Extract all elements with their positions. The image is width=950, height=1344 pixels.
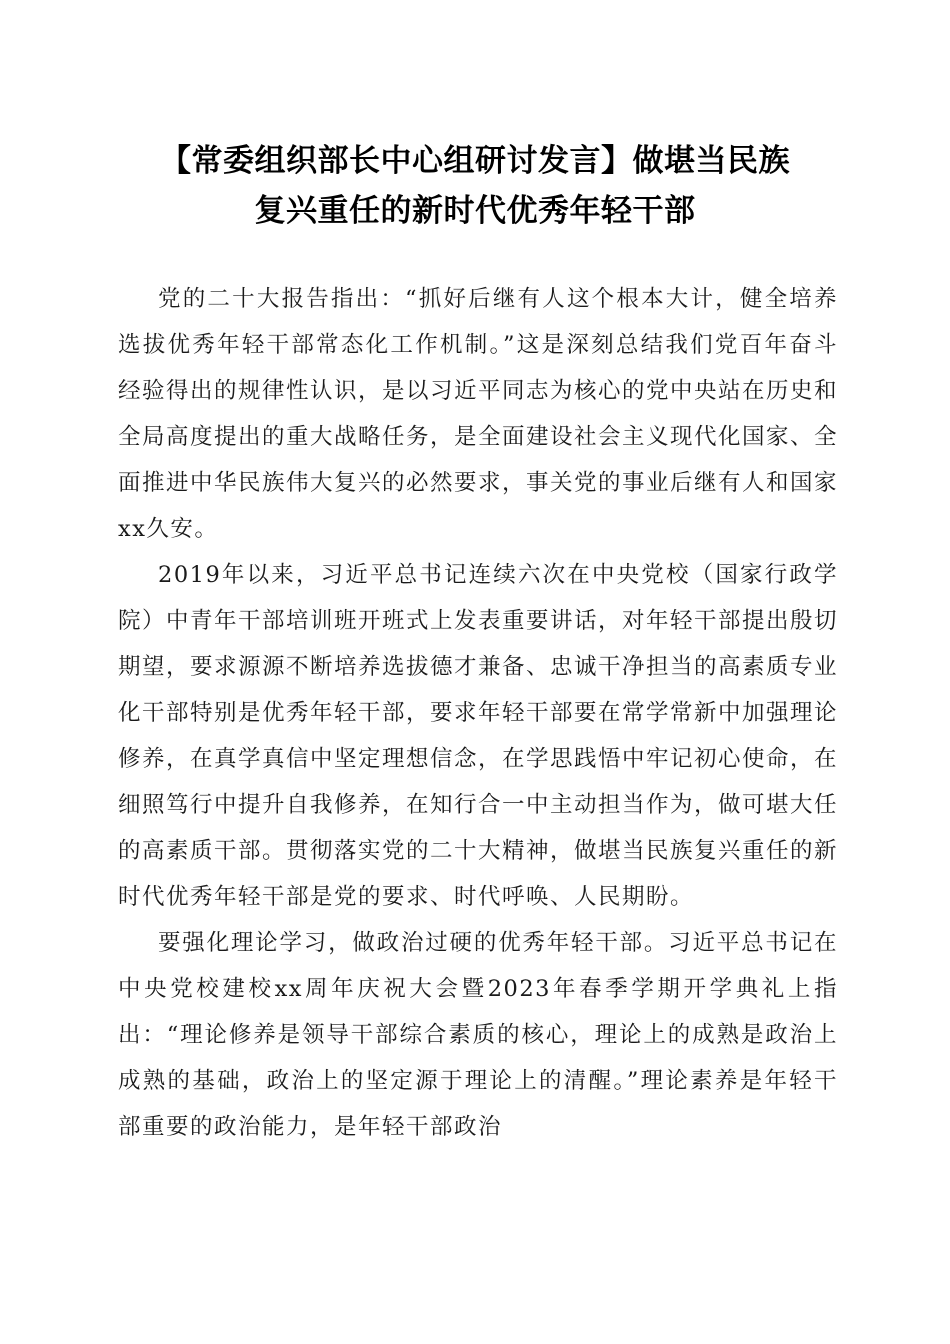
paragraph-3: 要强化理论学习，做政治过硬的优秀年轻干部。习近平总书记在中央党校建校xx周年庆祝大会暨2023年春季学期开学典礼上指出：“理论修养是领导干部综合素质的核心，理论上的成熟是政治上成熟的基础，政治上的坚定源于理论上的清醒。”理论素养是年轻干部重要的政治能力，是年轻干部政治: [118, 930, 838, 1140]
paragraph-2: 2019年以来，习近平总书记连续六次在中央党校（国家行政学院）中青年干部培训班开班式上发表重要讲话，对年轻干部提出殷切期望，要求源源不断培养选拔德才兼备、忠诚干净担当的高素质专业化干部特别是优秀年轻干部，要求年轻干部要在常学常新中加强理论修养，在真学真信中坚定理想信念，在学思践悟中牢记初心使命，在细照笃行中提升自我修养，在知行合一中主动担当作为，做可堪大任的高素质干部。贯彻落实党的二十大精神，做堪当民族复兴重任的新时代优秀年轻干部是党的要求、时代呼唤、人民期盼。: [118, 562, 839, 910]
title-line-1: 【常委组织部长中心组研讨发言】做堪当民族: [160, 143, 790, 179]
document-body: [118, 276, 838, 1150]
document-title: [110, 136, 840, 236]
title-line-2: 复兴重任的新时代优秀年轻干部: [254, 193, 696, 229]
paragraph-1: 党的二十大报告指出：“抓好后继有人这个根本大计，健全培养选拔优秀年轻干部常态化工作机制。”这是深刻总结我们党百年奋斗经验得出的规律性认识，是以习近平同志为核心的党中央站在历史和全局高度提出的重大战略任务，是全面建设社会主义现代化国家、全面推进中华民族伟大复兴的必然要求，事关党的事业后继有人和国家xx久安。: [118, 286, 839, 542]
